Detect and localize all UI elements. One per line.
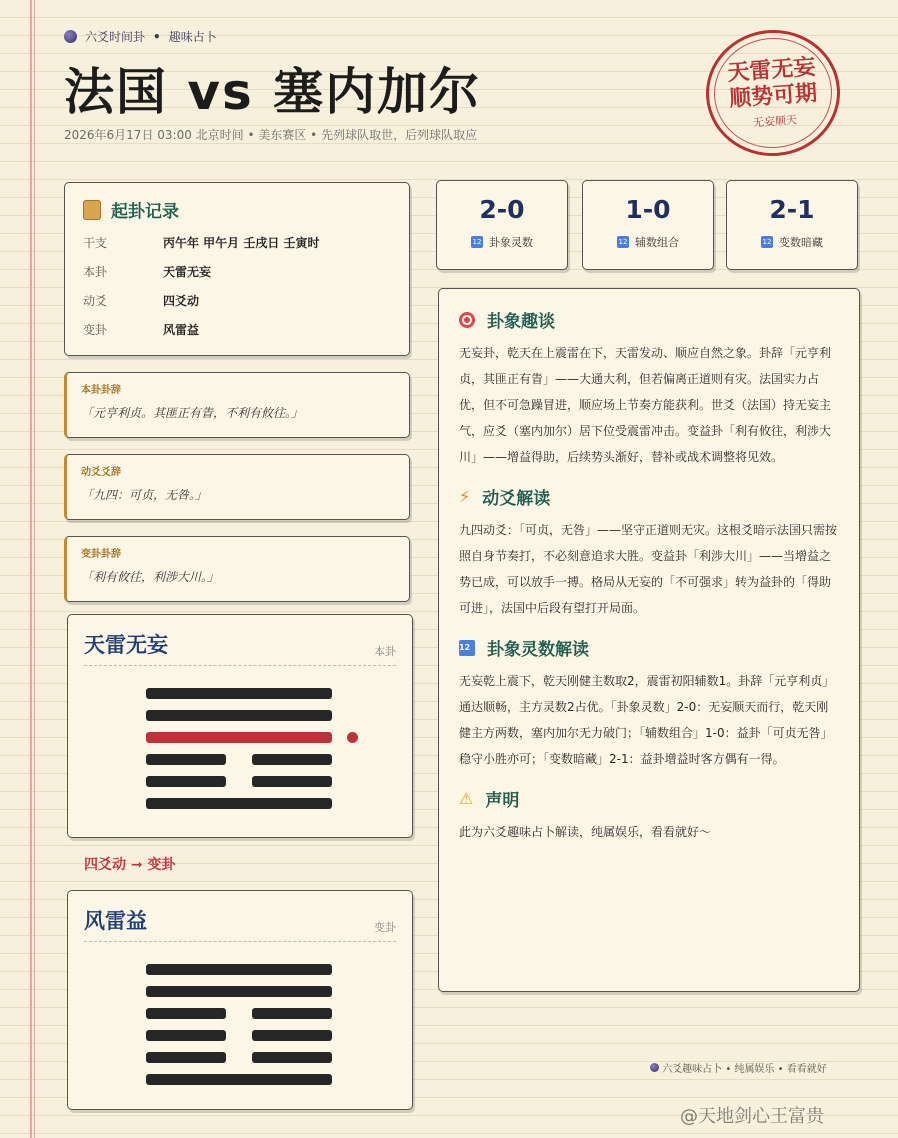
category-label: 趣味占卜 xyxy=(168,30,217,44)
hexagram-tag: 本卦 xyxy=(374,645,396,658)
stat-number: 2-1 xyxy=(769,195,815,224)
hexagram-lines xyxy=(146,688,332,809)
section-title: 12 卦象灵数解读 xyxy=(459,640,589,660)
record-value: 天雷无妄 xyxy=(163,265,212,279)
record-key: 变卦 xyxy=(83,323,108,337)
seal-line-3: 无妄顺天 xyxy=(752,113,798,130)
hexagram-name: 天雷无妄 xyxy=(84,632,168,657)
main-hexagram-judgment-card xyxy=(64,372,410,438)
page-title: 法国 vs 塞内加尔 xyxy=(64,63,482,121)
crystal-ball-icon xyxy=(650,1063,659,1072)
hexagram-tag: 变卦 xyxy=(374,921,396,934)
page-subtitle: 2026年6月17日 03:00 北京时间 • 美东赛区 • 先列球队取世，后列球队取应 xyxy=(64,128,478,142)
stat-card-hexagram-number xyxy=(436,180,568,270)
hexagram-header xyxy=(84,905,396,942)
hexagram-name: 风雷益 xyxy=(84,908,147,933)
moving-line-text-card xyxy=(64,454,410,520)
record-title-text: 起卦记录 xyxy=(111,202,179,222)
stat-number: 2-0 xyxy=(479,195,525,224)
series-label: 六爻时间卦 xyxy=(85,30,146,44)
record-value: 丙午年 甲午月 壬戌日 壬寅时 xyxy=(163,236,320,250)
hexagram-lines xyxy=(146,964,332,1085)
quote-title: 变卦卦辞 xyxy=(81,549,121,560)
section-body: 无妄乾上震下，乾天刚健主数取2，震雷初阳辅数1。卦辞「元亨利贞」通达顺畅，主方灵数2占优。「卦象灵数」2-0：无妄顺天而行，乾天刚健主方两数，塞内加尔无力破门；「辅数组合」1-0：益卦「可贞无咎」稳守小胜亦可；「变数暗藏」2-1：益卦增益时客方偶有一得。 xyxy=(459,674,835,766)
divination-record-card xyxy=(64,182,410,356)
moving-line-label: 四爻动 ➞ 变卦 xyxy=(84,857,176,873)
warning-icon: ⚠ xyxy=(459,789,474,808)
footer-note: 六爻趣味占卜 • 纯属娱乐 • 看看就好 xyxy=(650,1058,840,1082)
section-title: 卦象趣谈 xyxy=(459,307,839,332)
header-tagline xyxy=(64,28,217,45)
record-row xyxy=(83,286,391,315)
quote-text: 「九四：可贞，无咎。」 xyxy=(81,488,208,502)
hexagram-header xyxy=(84,629,396,666)
record-row xyxy=(83,228,391,257)
stat-number: 1-0 xyxy=(625,195,671,224)
crystal-ball-icon xyxy=(64,30,77,43)
main-hexagram-card xyxy=(67,614,413,838)
moving-line-marker-icon xyxy=(347,732,358,743)
stat-label: 12 变数暗藏 xyxy=(762,236,823,249)
numbers-icon: 12 xyxy=(618,238,628,246)
record-key: 干支 xyxy=(83,236,108,250)
interpretation-card xyxy=(438,288,860,992)
quote-title: 动爻爻辞 xyxy=(81,467,121,478)
margin-line xyxy=(30,0,32,1138)
section-body: 此为六爻趣味占卜解读，纯属娱乐，看看就好～ xyxy=(459,825,712,839)
yin-line xyxy=(146,754,332,765)
section-title: ⚠ 声明 xyxy=(459,789,520,811)
watermark: @天地剑心王富贵 xyxy=(680,1106,824,1127)
record-value: 四爻动 xyxy=(163,294,200,308)
stat-card-variable xyxy=(726,180,858,270)
numbers-icon: 12 xyxy=(459,640,475,656)
numbers-icon: 12 xyxy=(472,238,482,246)
record-row xyxy=(83,257,391,286)
quote-text: 「利有攸往，利涉大川。」 xyxy=(81,570,220,584)
stat-card-aux-combo xyxy=(582,180,714,270)
yin-line xyxy=(146,1052,332,1063)
target-icon xyxy=(459,312,475,328)
section-body: 九四动爻：「可贞，无咎」——坚守正道则无灾。这根爻暗示法国只需按照自身节奏打，不必刻意追求大胜。变益卦「利涉大川」——当增益之势已成，可以放手一搏。格局从无妄的「不可强求」转为益卦的「得助可进」，法国中后段有望打开局面。 xyxy=(459,523,838,615)
quote-text: 「元亨利贞。其匪正有眚，不利有攸往。」 xyxy=(81,406,304,420)
yang-line xyxy=(146,688,332,699)
yang-line xyxy=(146,798,332,809)
seal-line-1: 天雷无妄 xyxy=(726,54,817,87)
yang-line xyxy=(146,1074,332,1085)
yang-line xyxy=(146,964,332,975)
record-value: 风雷益 xyxy=(163,323,200,337)
section-body: 无妄卦，乾天在上震雷在下，天雷发动、顺应自然之象。卦辞「元亨利贞，其匪正有眚」——大通大利，但若偏离正道则有灾。法国实力占优，但不可急躁冒进，顺应场上节奏方能获利。世爻（法国）持无妄主气，应爻（塞内加尔）居下位受震雷冲击。变益卦「利有攸往，利涉大川」——增益得助，后续势头渐好，替补或战术调整将见效。 xyxy=(459,346,832,464)
yin-line xyxy=(146,776,332,787)
yin-line xyxy=(146,1008,332,1019)
lightning-icon: ⚡ xyxy=(459,487,471,506)
record-title xyxy=(83,197,391,222)
section-title: ⚡ 动爻解读 xyxy=(459,487,551,509)
numbers-icon: 12 xyxy=(762,238,772,246)
changed-hexagram-judgment-card xyxy=(64,536,410,602)
scroll-icon xyxy=(83,200,101,220)
seal-line-2: 顺势可期 xyxy=(728,79,819,113)
yin-line xyxy=(146,1030,332,1041)
quote-title: 本卦卦辞 xyxy=(81,385,121,396)
record-key: 动爻 xyxy=(83,294,108,308)
record-key: 本卦 xyxy=(83,265,108,279)
separator-dot: • xyxy=(153,29,161,44)
margin-line-inner xyxy=(34,0,35,1138)
yang-line xyxy=(146,986,332,997)
yang-line xyxy=(146,710,332,721)
stat-label: 12 辅数组合 xyxy=(618,236,679,249)
changed-hexagram-card xyxy=(67,890,413,1110)
moving-yang-line xyxy=(146,732,332,743)
stat-label: 12 卦象灵数 xyxy=(472,236,533,249)
result-seal xyxy=(702,25,844,160)
record-row xyxy=(83,315,391,344)
